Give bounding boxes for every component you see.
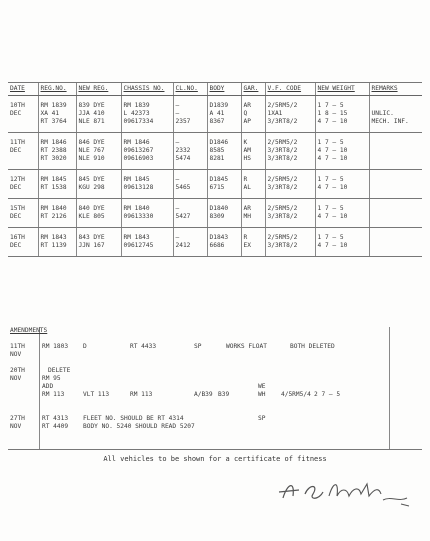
amendment-field: SP <box>258 415 266 422</box>
table-cell <box>121 228 173 257</box>
cell-text <box>372 242 421 250</box>
table-cell <box>38 199 76 228</box>
cell-text: 2357 <box>175 118 191 125</box>
table-cell <box>369 228 422 257</box>
cell-text: MH <box>243 213 251 220</box>
table-body <box>8 96 422 257</box>
cell-text: 1XA1 <box>267 110 283 117</box>
amendments-title: AMENDMENTS <box>10 327 48 334</box>
column-header: REMARKS <box>369 83 422 96</box>
certificate-footnote: All vehicles to be shown for a certificate of fitness <box>103 455 327 463</box>
table-cell <box>207 96 241 133</box>
table-cell <box>121 96 173 133</box>
cell-text: 2/5RM5/2 <box>267 139 298 146</box>
cell-text: 09616903 <box>123 155 154 162</box>
cell-text <box>372 184 421 192</box>
table-cell <box>38 228 76 257</box>
cell-text: 09617334 <box>123 118 154 125</box>
table-cell <box>315 170 369 199</box>
cell-text: 3/3RT8/2 <box>267 213 298 220</box>
table-cell <box>173 199 207 228</box>
cell-text: 09613267 <box>123 147 154 154</box>
cell-text: A 41 <box>209 110 225 117</box>
table-cell <box>76 133 121 170</box>
cell-text: 1 7 – 5 <box>317 234 344 241</box>
table-row <box>8 170 422 199</box>
table-cell <box>38 133 76 170</box>
cell-text <box>372 102 421 110</box>
cell-text: EX <box>243 242 251 249</box>
cell-text: 4 7 – 10 <box>317 147 348 154</box>
cell-text: NLE 767 <box>78 147 105 154</box>
cell-text: 1 7 – 5 <box>317 205 344 212</box>
cell-text: D1840 <box>209 205 229 212</box>
table-cell <box>265 96 315 133</box>
cell-text: 4 7 – 10 <box>317 242 348 249</box>
cell-text: 4 7 – 10 <box>317 118 348 125</box>
cell-text: 2/5RM5/2 <box>267 102 298 109</box>
amendment-field: RT 4433 <box>130 343 157 350</box>
table-cell <box>76 228 121 257</box>
cell-text: 4 7 – 10 <box>317 213 348 220</box>
date-cell <box>8 133 38 170</box>
amendment-field: RM 1803 <box>42 343 69 350</box>
amendment-date: 27TH <box>10 415 25 422</box>
cell-text: 5427 <box>175 213 191 220</box>
cell-text: D1845 <box>209 176 229 183</box>
cell-text: D1843 <box>209 234 229 241</box>
cell-text: 3/3RT8/2 <box>267 155 298 162</box>
table-cell <box>76 170 121 199</box>
amendment-field: RT 4409 <box>42 423 69 430</box>
amendment-note: RM 95 <box>42 375 61 382</box>
table-cell <box>207 199 241 228</box>
cell-text: – <box>175 234 180 241</box>
cell-text: 5474 <box>175 155 191 162</box>
cell-text: RM 1845 <box>40 176 67 183</box>
table-cell <box>315 199 369 228</box>
amendment-field: BODY NO. 5240 SHOULD READ 5207 <box>83 423 195 430</box>
cell-text: 843 DYE <box>78 234 105 241</box>
cell-text <box>372 147 421 155</box>
cell-text: 3/3RT8/2 <box>267 118 298 125</box>
cell-text: 3/3RT8/2 <box>267 147 298 154</box>
table-row <box>8 228 422 257</box>
column-header: NEW WEIGHT <box>315 83 369 96</box>
table-cell <box>241 170 265 199</box>
cell-text: D1839 <box>209 102 229 109</box>
column-header: REG.NO. <box>38 83 76 96</box>
cell-text: UNLIC. <box>371 110 394 117</box>
cell-text: K <box>243 139 248 146</box>
table-cell <box>207 133 241 170</box>
cell-text: 6686 <box>209 242 225 249</box>
amendment-field: RM 113 <box>130 391 153 398</box>
cell-text: 09612745 <box>123 242 154 249</box>
cell-text: 2/5RM5/2 <box>267 205 298 212</box>
cell-text: 4 7 – 10 <box>317 184 348 191</box>
cell-text: AP <box>243 118 251 125</box>
cell-text: – <box>175 205 180 212</box>
cell-text: – <box>175 176 180 183</box>
date-cell <box>8 199 38 228</box>
cell-text: 2332 <box>175 147 191 154</box>
table-cell <box>38 170 76 199</box>
cell-text: R <box>243 234 248 241</box>
cell-text: 8309 <box>209 213 225 220</box>
amendments-section <box>8 327 422 450</box>
cell-text: AM <box>243 147 251 154</box>
amendment-date: NOV <box>10 351 22 358</box>
cell-text: AR <box>243 102 251 109</box>
table-cell <box>265 170 315 199</box>
table-header-row <box>8 83 422 96</box>
cell-text: KGU 298 <box>78 184 105 191</box>
cell-text: 4 7 – 10 <box>317 155 348 162</box>
cell-text: – <box>175 139 180 146</box>
amendment-field: FLEET NO. SHOULD BE RT 4314 <box>83 415 184 422</box>
amendment-field: 4/5RM5/4 <box>281 391 311 398</box>
cell-text: MECH. INF. <box>371 118 409 125</box>
amendment-note: DELETE <box>48 367 71 374</box>
table-cell <box>265 199 315 228</box>
cell-text: NLE 910 <box>78 155 105 162</box>
amendment-field: WORKS FLOAT <box>226 343 267 350</box>
column-header: CHASSIS NO. <box>121 83 173 96</box>
cell-text: 1 7 – 5 <box>317 176 344 183</box>
cell-text: 845 DYE <box>78 176 105 183</box>
column-header: DATE <box>8 83 38 96</box>
amendment-field: B39 <box>218 391 230 398</box>
cell-text: – <box>175 102 180 109</box>
date-text: DEC <box>10 184 22 191</box>
table-cell <box>369 133 422 170</box>
cell-text: Q <box>243 110 248 117</box>
cell-text: R <box>243 176 248 183</box>
cell-text: 8585 <box>209 147 225 154</box>
table-cell <box>241 133 265 170</box>
table-cell <box>369 170 422 199</box>
cell-text: 09613128 <box>123 184 154 191</box>
cell-text: 2/5RM5/2 <box>267 234 298 241</box>
cell-text <box>372 155 421 163</box>
cell-text: RM 1843 <box>40 234 67 241</box>
table-cell <box>121 199 173 228</box>
table-cell <box>315 228 369 257</box>
date-text: DEC <box>10 213 22 220</box>
amendment-field: WE <box>258 383 266 390</box>
amendment-date: 11TH <box>10 343 25 350</box>
table-cell <box>265 133 315 170</box>
cell-text: 839 DYE <box>78 102 105 109</box>
table-cell <box>241 228 265 257</box>
table-cell <box>173 170 207 199</box>
amendment-date: NOV <box>10 375 22 382</box>
cell-text: RT 1139 <box>40 242 67 249</box>
cell-text: RM 1839 <box>40 102 67 109</box>
amendment-note: ADD <box>42 383 54 390</box>
date-text: 11TH <box>10 139 25 146</box>
cell-text: RM 1846 <box>40 139 67 146</box>
table-cell <box>265 228 315 257</box>
cell-text: D1846 <box>209 139 229 146</box>
amendment-field: RM 113 <box>42 391 65 398</box>
amendment-field: BOTH DELETED <box>290 343 335 350</box>
cell-text: NLE 871 <box>78 118 105 125</box>
cell-text: 8367 <box>209 118 225 125</box>
cell-text: RM 1839 <box>123 102 150 109</box>
table-cell <box>121 170 173 199</box>
table-cell <box>207 228 241 257</box>
cell-text: RM 1840 <box>123 205 150 212</box>
cell-text <box>372 234 421 242</box>
table-cell <box>315 133 369 170</box>
cell-text: HS <box>243 155 251 162</box>
cell-text: 2412 <box>175 242 191 249</box>
table-cell <box>76 199 121 228</box>
amendment-field: VLT 113 <box>83 391 110 398</box>
cell-text: 3/3RT8/2 <box>267 242 298 249</box>
cell-text: 8281 <box>209 155 225 162</box>
table-row <box>8 96 422 133</box>
table-cell <box>38 96 76 133</box>
cell-text: 840 DYE <box>78 205 105 212</box>
cell-text: AL <box>243 184 251 191</box>
date-text: 15TH <box>10 205 25 212</box>
cell-text: RT 1538 <box>40 184 67 191</box>
date-cell <box>8 228 38 257</box>
table-row <box>8 133 422 170</box>
cell-text: RT 2126 <box>40 213 67 220</box>
cell-text: 1 7 – 5 <box>317 102 344 109</box>
table-cell <box>207 170 241 199</box>
cell-text: RM 1840 <box>40 205 67 212</box>
cell-text: 1 8 – 15 <box>317 110 348 117</box>
cell-text: JJN 167 <box>78 242 105 249</box>
cell-text: RM 1846 <box>123 139 150 146</box>
cell-text <box>372 213 421 221</box>
column-header: CL.NO. <box>173 83 207 96</box>
cell-text: RM 1845 <box>123 176 150 183</box>
cell-text: XA 41 <box>40 110 60 117</box>
date-cell <box>8 170 38 199</box>
table-cell <box>173 228 207 257</box>
column-header: NEW REG. <box>76 83 121 96</box>
cell-text: 09613330 <box>123 213 154 220</box>
table-cell <box>241 96 265 133</box>
table-cell <box>76 96 121 133</box>
cell-text: JJA 410 <box>78 110 105 117</box>
vehicle-register-table <box>8 82 422 257</box>
cell-text: RT 2388 <box>40 147 67 154</box>
amendment-field: RT 4313 <box>42 415 69 422</box>
cell-text <box>372 205 421 213</box>
table-cell <box>369 199 422 228</box>
amendment-field: 2 7 – 5 <box>314 391 341 398</box>
amendment-field: D <box>83 343 87 350</box>
date-text: 10TH <box>10 102 25 109</box>
amendment-field: A/B39 <box>194 391 213 398</box>
cell-text: RT 3764 <box>40 118 67 125</box>
cell-text: KLE 805 <box>78 213 105 220</box>
cell-text <box>372 139 421 147</box>
table-cell <box>173 96 207 133</box>
cell-text: 6715 <box>209 184 225 191</box>
table-cell <box>121 133 173 170</box>
cell-text <box>372 176 421 184</box>
date-text: DEC <box>10 110 22 117</box>
date-text: 12TH <box>10 176 25 183</box>
table-cell <box>241 199 265 228</box>
column-header: GAR. <box>241 83 265 96</box>
column-header: V.F. CODE <box>265 83 315 96</box>
cell-text: RM 1843 <box>123 234 150 241</box>
amendment-field: SP <box>194 343 202 350</box>
cell-text: 3/3RT8/2 <box>267 184 298 191</box>
date-text: DEC <box>10 242 22 249</box>
date-text: DEC <box>10 147 22 154</box>
cell-text: L 42373 <box>123 110 150 117</box>
amendment-date: NOV <box>10 423 22 430</box>
date-cell <box>8 96 38 133</box>
amendment-field: WH <box>258 391 266 398</box>
cell-text: 2/5RM5/2 <box>267 176 298 183</box>
cell-text: 1 7 – 5 <box>317 139 344 146</box>
table-cell <box>315 96 369 133</box>
cell-text: – <box>175 110 180 117</box>
table-cell <box>173 133 207 170</box>
cell-text: AR <box>243 205 251 212</box>
handwritten-signature <box>275 470 415 520</box>
table-row <box>8 199 422 228</box>
cell-text: 846 DYE <box>78 139 105 146</box>
table-cell <box>369 96 422 133</box>
column-header: BODY <box>207 83 241 96</box>
cell-text: RT 3020 <box>40 155 67 162</box>
date-text: 16TH <box>10 234 25 241</box>
amendment-date: 20TH <box>10 367 25 374</box>
cell-text: 5465 <box>175 184 191 191</box>
